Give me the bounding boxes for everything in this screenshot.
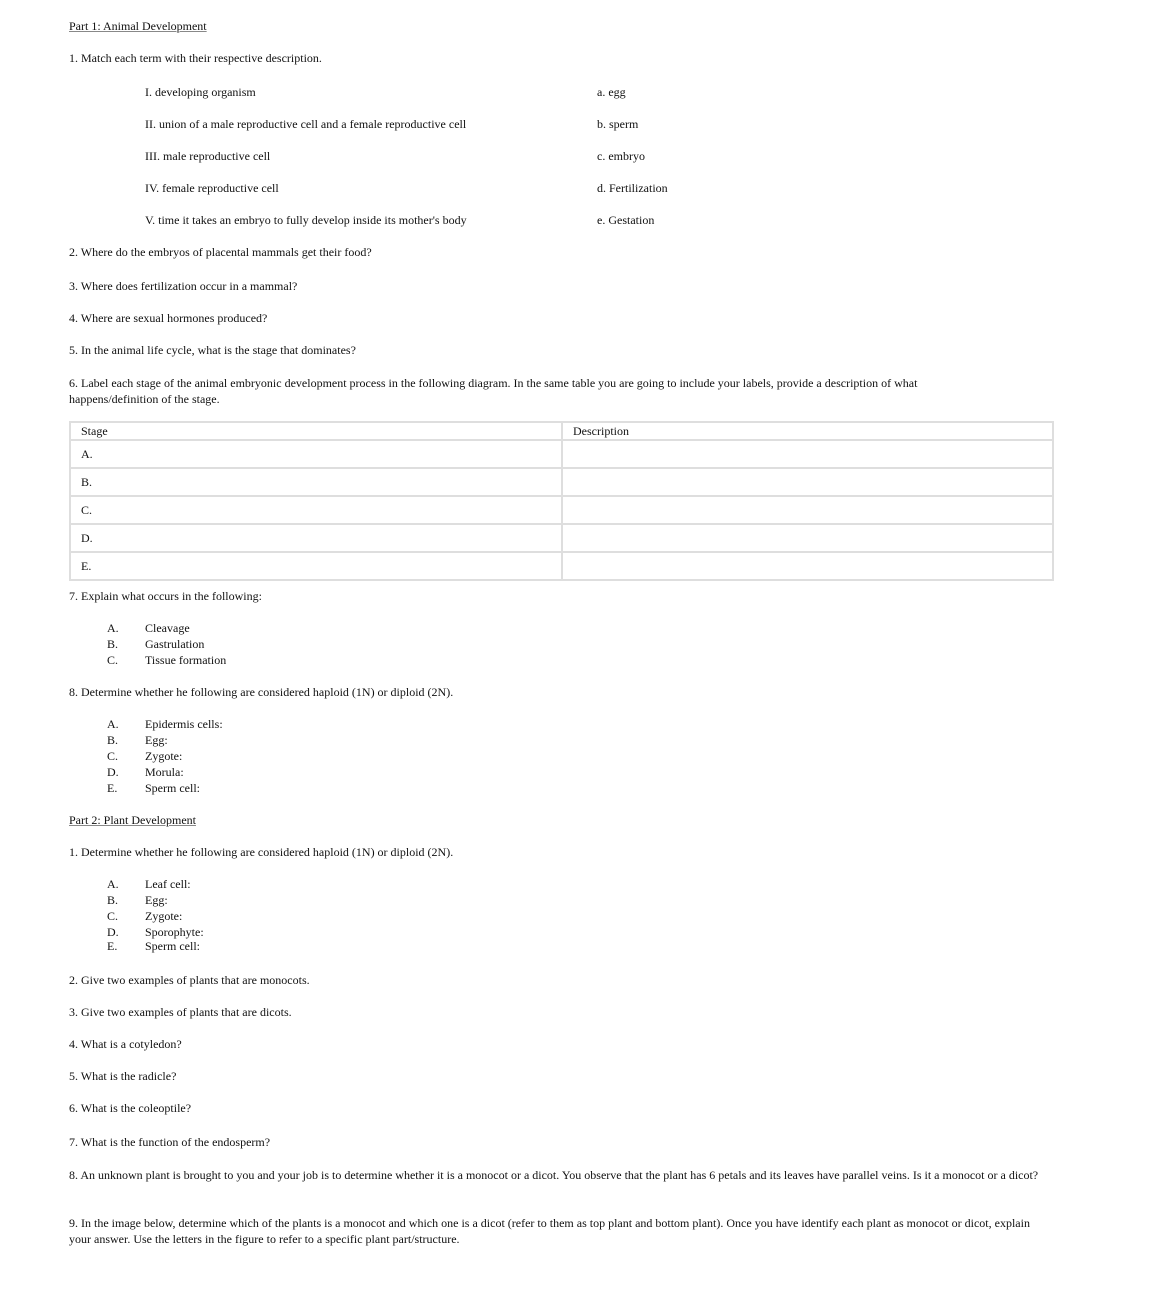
q8-term-e: Sperm cell: (145, 781, 200, 795)
q8-letter-c: C. (107, 749, 119, 763)
q7-term-b: Gastrulation (145, 637, 205, 651)
part1-q2: 2. Where do the embryos of placental mammals get their food? (69, 245, 372, 259)
stage-cell-d: D. (70, 524, 562, 552)
stage-cell-b: B. (70, 468, 562, 496)
p2q1-letter-a: A. (107, 877, 119, 891)
part2-q7: 7. What is the function of the endosperm? (69, 1135, 271, 1149)
part1-q7-text: 7. Explain what occurs in the following: (69, 589, 262, 603)
part2-q4: 4. What is a cotyledon? (69, 1037, 182, 1051)
description-cell-b[interactable] (562, 468, 1053, 496)
match-term-4: IV. female reproductive cell (145, 181, 279, 195)
q8-letter-a: A. (107, 717, 119, 731)
description-header: Description (562, 422, 1053, 440)
match-term-5: V. time it takes an embryo to fully develop inside its mother's body (145, 213, 467, 227)
q8-term-a: Epidermis cells: (145, 717, 223, 731)
p2q1-term-c: Zygote: (145, 909, 183, 923)
q7-letter-b: B. (107, 637, 119, 651)
stage-header: Stage (70, 422, 562, 440)
q8-letter-e: E. (107, 781, 118, 795)
q7-term-c: Tissue formation (145, 653, 227, 667)
stage-cell-a: A. (70, 440, 562, 468)
description-cell-a[interactable] (562, 440, 1053, 468)
p2q1-letter-e: E. (107, 939, 118, 953)
table-row (70, 496, 1053, 524)
description-cell-c[interactable] (562, 496, 1053, 524)
p2q1-letter-c: C. (107, 909, 119, 923)
match-option-e: e. Gestation (597, 213, 655, 227)
stage-table-header (70, 422, 1053, 440)
stage-cell-c: C. (70, 496, 562, 524)
match-option-b: b. sperm (597, 117, 639, 131)
part2-q8: 8. An unknown plant is brought to you and your job is to determine whether it is a monocot or a dicot. You observe that the plant has 6 petals and its leaves have parallel veins. Is it a monocot or a dicot? (69, 1168, 1039, 1182)
table-row (70, 468, 1053, 496)
description-cell-d[interactable] (562, 524, 1053, 552)
part2-heading: Part 2: Plant Development (69, 813, 196, 827)
p2q1-term-a: Leaf cell: (145, 877, 191, 891)
part2-q6: 6. What is the coleoptile? (69, 1101, 192, 1115)
part1-q5: 5. In the animal life cycle, what is the stage that dominates? (69, 343, 356, 357)
table-row (70, 440, 1053, 468)
match-option-c: c. embryo (597, 149, 645, 163)
q8-letter-b: B. (107, 733, 119, 747)
q8-term-c: Zygote: (145, 749, 183, 763)
part2-q5: 5. What is the radicle? (69, 1069, 177, 1083)
part2-q3: 3. Give two examples of plants that are dicots. (69, 1005, 292, 1019)
part2-q9: 9. In the image below, determine which of the plants is a monocot and which one is a dicot (refer to them as top plant and bottom plant). Once you have identify each plant as monocot or dicot, explain your answer. Use the letters in the figure to refer to a specific plant part/structure. (69, 1216, 1030, 1246)
part2-q1-text: 1. Determine whether he following are considered haploid (1N) or diploid (2N). (69, 845, 454, 859)
q7-letter-c: C. (107, 653, 119, 667)
q8-letter-d: D. (107, 765, 119, 779)
p2q1-letter-d: D. (107, 925, 119, 939)
description-cell-e[interactable] (562, 552, 1053, 580)
part1-q8-text: 8. Determine whether he following are considered haploid (1N) or diploid (2N). (69, 685, 454, 699)
part1-heading: Part 1: Animal Development (69, 19, 207, 33)
match-term-3: III. male reproductive cell (145, 149, 271, 163)
part1-q6-text: 6. Label each stage of the animal embryonic development process in the following diagram. In the same table you are going to include your labels, provide a description of what happens/definition of the stage. (69, 376, 918, 406)
p2q1-term-d: Sporophyte: (145, 925, 204, 939)
part2-q2: 2. Give two examples of plants that are monocots. (69, 973, 310, 987)
stage-table (69, 421, 1054, 581)
match-term-2: II. union of a male reproductive cell and a female reproductive cell (145, 117, 467, 131)
q8-term-b: Egg: (145, 733, 168, 747)
table-row (70, 552, 1053, 580)
part1-q1-text: 1. Match each term with their respective description. (69, 51, 322, 65)
p2q1-term-b: Egg: (145, 893, 168, 907)
part1-q3: 3. Where does fertilization occur in a mammal? (69, 279, 298, 293)
table-row (70, 524, 1053, 552)
q7-term-a: Cleavage (145, 621, 190, 635)
q7-letter-a: A. (107, 621, 119, 635)
part1-q4: 4. Where are sexual hormones produced? (69, 311, 268, 325)
stage-cell-e: E. (70, 552, 562, 580)
match-term-1: I. developing organism (145, 85, 256, 99)
p2q1-letter-b: B. (107, 893, 119, 907)
match-option-d: d. Fertilization (597, 181, 668, 195)
q8-term-d: Morula: (145, 765, 184, 779)
p2q1-term-e: Sperm cell: (145, 939, 200, 953)
match-option-a: a. egg (597, 85, 626, 99)
